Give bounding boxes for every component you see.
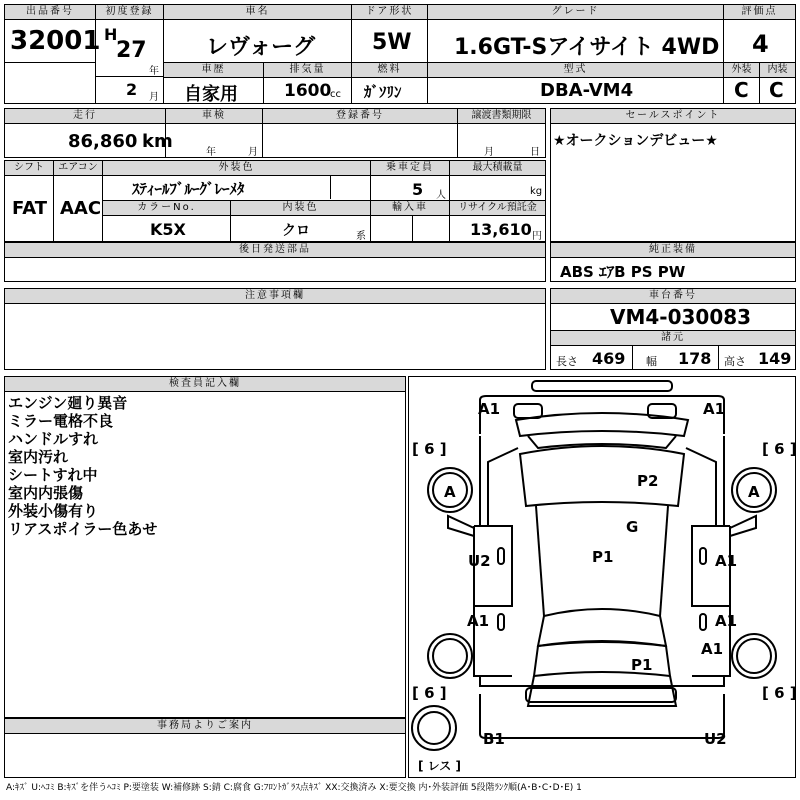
note-line: ハンドルすれ — [8, 430, 99, 448]
door-rl-mark: A1 — [467, 612, 490, 630]
width-label: 幅 — [646, 355, 657, 368]
shift-header: シフト — [5, 161, 53, 176]
door-header: ドア形状 — [352, 5, 427, 20]
ext-grade: C — [734, 78, 749, 102]
recycle-unit: 円 — [532, 231, 542, 242]
tire-rl-mark: [ 6 ] — [412, 684, 447, 702]
grade-header: グレード — [428, 5, 723, 20]
quarter-r-mark: A1 — [701, 640, 724, 658]
int-grade: C — [769, 78, 784, 102]
mileage-unit: km — [142, 131, 173, 152]
length-label: 長さ — [556, 355, 578, 368]
chassis-no: VM4-030083 — [610, 305, 752, 329]
history-header: 車歴 — [164, 63, 263, 78]
displacement-unit: cc — [330, 89, 341, 100]
rear-left-mark: B1 — [483, 730, 505, 748]
equipment-header: 純正装備 — [551, 243, 795, 258]
tire-fl-value: 6 — [424, 440, 435, 458]
transfer-month-unit: 月 — [484, 147, 494, 158]
load-header: 最大積載量 — [450, 161, 545, 176]
score: 4 — [752, 30, 769, 58]
lot-no-header: 出品番号 — [5, 5, 95, 20]
door-fl-mark: U2 — [468, 552, 491, 570]
spare-value: レス — [427, 759, 452, 773]
color: ｽﾃｨｰﾙﾌﾞﾙｰｸﾞﾚｰﾒﾀ — [132, 180, 245, 198]
history: 自家用 — [184, 84, 238, 105]
reg-month: 2 — [126, 80, 138, 99]
shaken-year-unit: 年 — [206, 147, 216, 158]
first-reg-header: 初度登録 — [96, 5, 163, 20]
ac: AAC — [60, 198, 102, 219]
note-line: 室内汚れ — [8, 448, 69, 466]
model-header: 型式 — [428, 63, 723, 78]
sales-point-box — [550, 108, 796, 242]
int-color-header: 内装色 — [231, 201, 370, 216]
reg-year-unit: 年 — [149, 66, 159, 77]
wheel-fr-mark: A — [748, 483, 760, 501]
int-color: クロ — [282, 223, 310, 239]
front-left-mark: A1 — [478, 400, 501, 418]
equipment: ABS ｴｱB PS PW — [560, 263, 686, 281]
grade: 1.6GT-Sアイサイト 4WD — [454, 35, 720, 60]
displacement-header: 排気量 — [264, 63, 351, 78]
ac-header: エアコン — [54, 161, 102, 176]
sales-point-text: ★オークションデビュー★ — [553, 133, 718, 149]
displacement: 1600 — [284, 81, 332, 101]
lot-no: 32001 — [10, 26, 101, 56]
windshield-mark: G — [626, 518, 639, 536]
wheel-fl-mark: A — [444, 483, 456, 501]
transfer-day-unit: 日 — [530, 147, 540, 158]
ext-grade-header: 外装 — [724, 63, 759, 78]
spare-mark: [ レス ] — [418, 759, 461, 773]
mileage-header: 走行 — [5, 109, 165, 124]
note-line: シートすれ中 — [8, 466, 98, 484]
shaken-header: 車検 — [166, 109, 262, 124]
height: 149 — [758, 349, 792, 368]
reg-year: 27 — [116, 38, 147, 63]
note-line: 外装小傷有り — [8, 502, 99, 520]
car-name: レヴォーグ — [206, 35, 316, 60]
sales-point-header: セールスポイント — [551, 109, 795, 124]
transfer-header: 譲渡書類期限 — [458, 109, 545, 124]
plate-header: 登録番号 — [263, 109, 457, 124]
shaken-month-unit: 月 — [248, 147, 258, 158]
trunk-mark: P1 — [631, 656, 653, 674]
int-grade-header: 内装 — [760, 63, 795, 78]
fuel: ｶﾞｿﾘﾝ — [364, 83, 402, 101]
tire-fr-mark: [ 6 ] — [762, 440, 797, 458]
width: 178 — [678, 349, 712, 368]
int-color-unit: 系 — [356, 231, 366, 242]
length: 469 — [592, 349, 626, 368]
inspector-notes — [8, 394, 157, 538]
rear-right-mark: U2 — [704, 730, 727, 748]
parts-header: 後日発送部品 — [5, 243, 545, 258]
caution-header: 注意事項欄 — [5, 289, 545, 304]
model: DBA-VM4 — [540, 80, 634, 101]
era: H — [104, 25, 118, 44]
door-fr-mark: A1 — [715, 552, 738, 570]
height-label: 高さ — [724, 355, 746, 368]
color-no-header: カラーNo. — [103, 201, 230, 216]
color-no: K5X — [150, 220, 186, 239]
shift: FAT — [12, 198, 48, 219]
office-header: 事務局よりご案内 — [5, 719, 405, 734]
tire-rr-value: 6 — [774, 684, 785, 702]
seats: 5 — [412, 180, 424, 199]
note-line: エンジン廻り異音 — [8, 394, 128, 412]
recycle: 13,610 — [470, 220, 532, 239]
tire-fl-mark: [ 6 ] — [412, 440, 447, 458]
note-line: ミラー電格不良 — [8, 412, 114, 430]
legend: A:ｷｽﾞ U:ﾍｺﾐ B:ｷｽﾞを伴うﾍｺﾐ P:要塗装 W:補修跡 S:錆 C:腐食 G:ﾌﾛﾝﾄｶﾞﾗｽ点ｷｽﾞ XX:交換済み X:要交換 内･外装評価 5段階ﾗﾝｸ順(A･B･C･D･E) 1 — [6, 783, 582, 793]
fuel-header: 燃料 — [352, 63, 427, 78]
car-diagram — [408, 376, 796, 778]
tire-rl-value: 6 — [424, 684, 435, 702]
color-header: 外装色 — [103, 161, 370, 176]
seats-header: 乗車定員 — [371, 161, 449, 176]
load-unit: kg — [530, 186, 543, 197]
door: 5W — [372, 30, 412, 55]
score-header: 評価点 — [724, 5, 795, 20]
note-line: 室内内張傷 — [8, 484, 84, 502]
tire-fr-value: 6 — [774, 440, 785, 458]
door-rr-mark: A1 — [715, 612, 738, 630]
hood-panel-mark: P1 — [592, 548, 614, 566]
import-header: 輸入車 — [371, 201, 449, 216]
car-name-header: 車名 — [164, 5, 351, 20]
recycle-header: リサイクル預託金 — [450, 201, 545, 216]
front-right-mark: A1 — [703, 400, 726, 418]
inspector-header: 検査員記入欄 — [5, 377, 405, 392]
note-line: リアスポイラー色あせ — [8, 520, 158, 538]
chassis-header: 車台番号 — [551, 289, 795, 304]
reg-month-unit: 月 — [149, 92, 159, 103]
specs-header: 諸元 — [551, 331, 795, 346]
roof-mark: P2 — [637, 472, 659, 490]
mileage: 86,860 — [68, 131, 138, 152]
seats-unit: 人 — [436, 190, 446, 201]
tire-rr-mark: [ 6 ] — [762, 684, 797, 702]
